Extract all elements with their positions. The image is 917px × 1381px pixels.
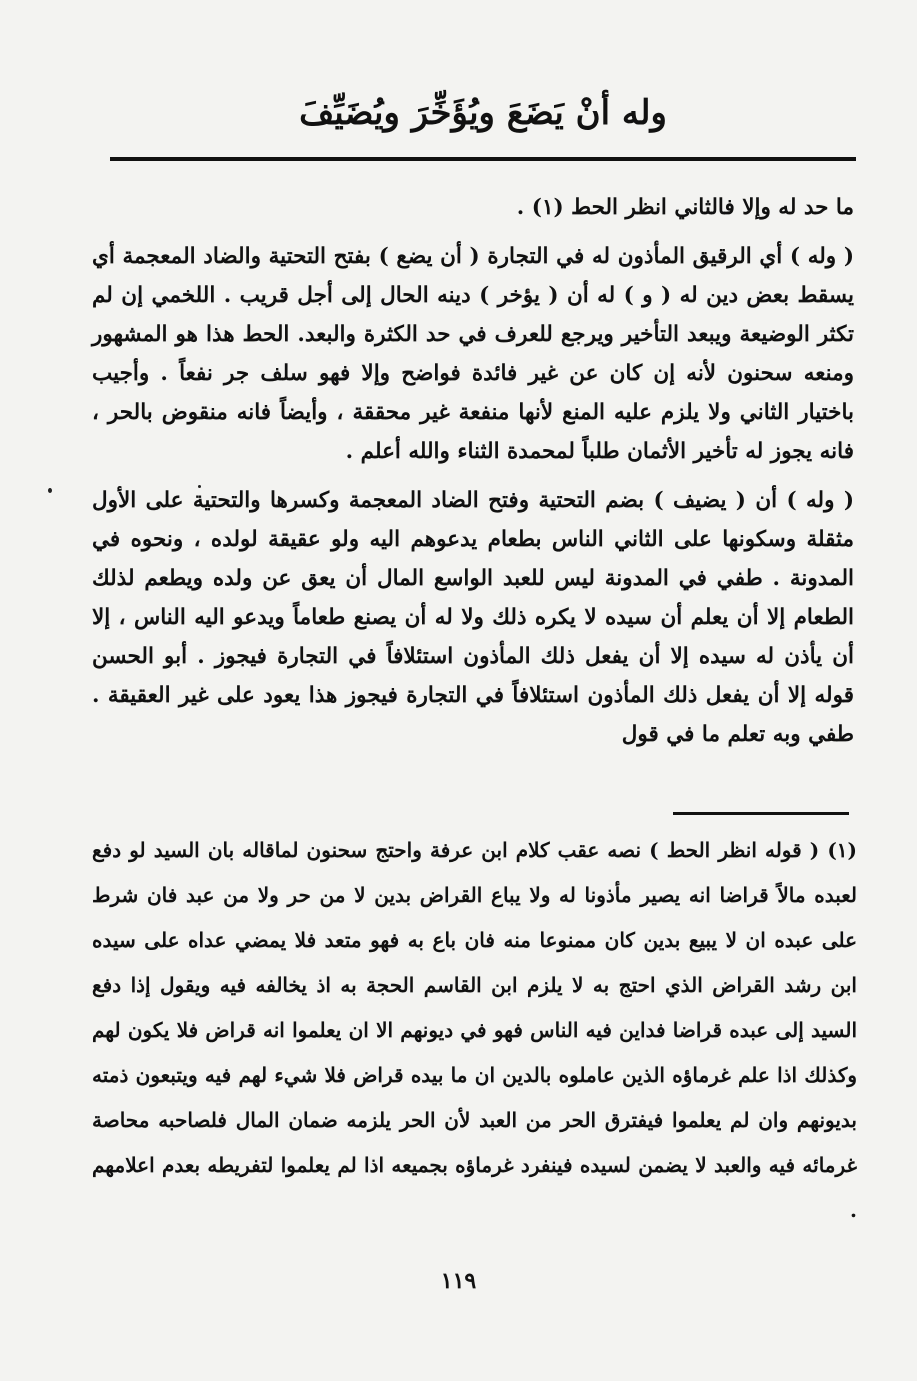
main-text xyxy=(92,188,854,754)
paragraph-1: ما حد له وإلا فالثاني انظر الحط (١) . xyxy=(516,195,854,220)
header-rule xyxy=(110,157,856,161)
footnote: (١) ( قوله انظر الحط ) نصه عقب كلام ابن عرفة واحتج سحنون لماقاله بان السيد لو دفع لعبده مالاً قراضا انه يصير مأذونا له ولا يباع القراض بدين لا من حر ولا من عبد فان شرط على عبده ان لا يبيع بدين كان ممنوعا منه فان باع به فهو متعد فلا يمضي عداه على سيده ابن رشد القراض الذي احتج به لا يلزم ابن القاسم الحجة به اذ يخالفه فيه ويقول إذا دفع السيد إلى عبده قراضا فداين فيه الناس فهو في ديونهم الا ان يعلموا انه قراض فلا يكون لهم وكذلك اذا علم غرماؤه الذين عاملوه بالدين ان ما بيده قراض فلا شيء لهم فيه ويتبعون ذمته بديونهم وان لم يعلموا فيفترق الحر من العبد لأن الحر يلزمه ضمان المال فلصاحبه محاصة غرمائه فيه والعبد لا يضمن لسيده فينفرد غرماؤه بجميعه اذا لم يعلموا لتفريطه بعدم اعلامهم . xyxy=(92,838,857,1222)
scan-speck xyxy=(48,488,52,493)
paragraph-2: ( وله ) أي الرقيق المأذون له في التجارة ( أن يضع ) بفتح التحتية والضاد المعجمة أي يسقط بعض دين له ( و ) له أن ( يؤخر ) دينه الحال إلى أجل قريب . اللخمي إن لم تكثر الوضيعة ويبعد التأخير ويرجع للعرف في حد الكثرة والبعد. الحط هذا هو المشهور ومنعه سحنون لأنه إن كان عن غير فائدة فواضح وإلا فهو سلف جر نفعاً . وأجيب باختيار الثاني ولا يلزم عليه المنع لأنها منفعة غير محققة ، وأيضاً فانه منقوض بالحر ، فانه يجوز له تأخير الأثمان طلباً لمحمدة الثناء والله أعلم . xyxy=(92,244,854,464)
footnote-separator xyxy=(673,812,849,815)
paragraph-3: ( وله ) أن ( يضيف ) بضم التحتية وفتح الضاد المعجمة وكسرها والتحتية على الأول مثقلة وسكونها على الثاني الناس بطعام يدعوهم اليه ولو عقيقة لولده ، ونحوه في المدونة . طفي في المدونة ليس للعبد الواسع المال أن يعق عن ولده ويطعم لذلك الطعام إلا أن يعلم أن سيده لا يكره ذلك ولا له أن يصنع طعاماً ويدعو اليه الناس ، إلا أن يأذن له سيده إلا أن يفعل ذلك المأذون استئلافاً في التجارة فيجوز . أبو الحسن قوله إلا أن يفعل ذلك المأذون استئلافاً في التجارة فيجوز هذا يعود على غير العقيقة . طفي وبه تعلم ما في قول xyxy=(92,488,854,747)
page-header-title: وله أنْ يَضَعَ ويُؤَخِّرَ ويُضَيِّفَ xyxy=(299,93,667,133)
page-number: ١١٩ xyxy=(440,1268,477,1294)
scan-speck xyxy=(198,485,201,488)
